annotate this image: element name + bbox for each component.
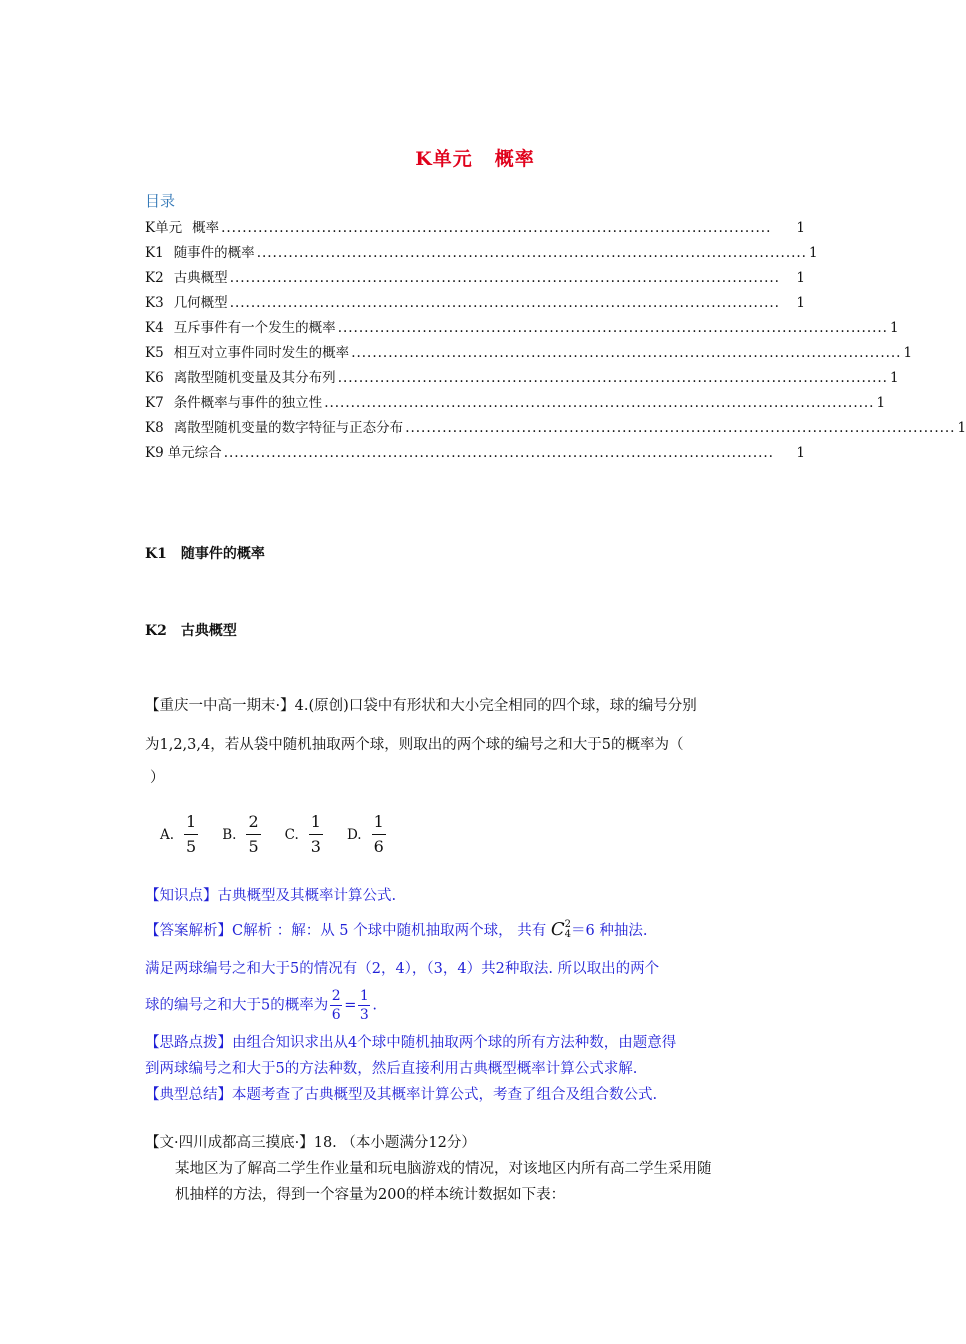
toc-page: 1: [796, 270, 805, 286]
toc-item[interactable]: K5 相互对立事件同时发生的概率 ........................................................................................................ 1: [145, 341, 805, 366]
toc-code: K8: [145, 420, 164, 436]
toc-label: 单元综合: [167, 445, 222, 461]
toc-page: 1: [957, 420, 966, 436]
toc-page: 1: [903, 345, 913, 361]
toc-page: 1: [889, 370, 899, 386]
answer-line2: 满足两球编号之和大于5的情况有（2，4），（3，4）共2种取法. 所以取出的两个: [145, 961, 660, 977]
toc-label: 相互对立事件同时发生的概率: [173, 345, 350, 361]
toc-label: 古典概型: [173, 270, 228, 286]
problem1-source: 【重庆一中高一期末·】: [145, 698, 295, 714]
choice-letter: C.: [284, 826, 299, 843]
choice-fraction: $\frac{1}{6}$: [373, 812, 384, 856]
choice-b[interactable]: [222, 812, 260, 857]
toc-item[interactable]: K4 互斥事件有一个发生的概率 ........................................................................................................ 1: [145, 316, 805, 341]
choice-letter: D.: [346, 826, 362, 843]
toc-label: 离散型随机变量及其分布列: [173, 370, 336, 386]
toc-item[interactable]: K1 随事件的概率 ........................................................................................................ 1: [145, 241, 805, 266]
problem1-stem-line3: ）: [150, 770, 165, 786]
hint-line1: 【思路点拨】由组合知识求出从4个球中随机抽取两个球的所有方法种数，由题意得: [145, 1035, 677, 1051]
toc-item[interactable]: K8 离散型随机变量的数字特征与正态分布 ........................................................................................................ 1: [145, 416, 805, 441]
toc-item[interactable]: K7 条件概率与事件的独立性 ........................................................................................................ 1: [145, 391, 805, 416]
answer-line1: 【答案解析】C解析 ：解：从 5 个球中随机抽取两个球， 共有 C 2 4 ＝6 种抽法.: [145, 919, 648, 940]
choice-d[interactable]: [347, 812, 386, 857]
toc-label: 随事件的概率: [173, 245, 255, 261]
toc-code: K9: [145, 445, 164, 461]
toc-page: 1: [796, 220, 805, 236]
hint-tag: 【思路点拨】: [145, 1035, 232, 1051]
title-part1: K单元: [415, 148, 473, 170]
toc-item[interactable]: K单元 概率 ........................................................................................................ 1: [145, 216, 805, 241]
table-of-contents: [145, 216, 966, 466]
toc-page: 1: [808, 245, 818, 261]
toc-page: 1: [889, 320, 899, 336]
problem2-body-line2: 机抽样的方法，得到一个容量为200的样本统计数据如下表：: [175, 1187, 566, 1203]
answer-line3: 球的编号之和大于5的概率为 $\frac{2}{6}$ = $\frac{1}{3}$ .: [145, 988, 377, 1023]
summary-line: 【典型总结】本题考查了古典概型及其概率计算公式，考查了组合及组合数公式.: [145, 1087, 658, 1103]
title-part2: 概率: [494, 148, 535, 170]
toc-label: 互斥事件有一个发生的概率: [173, 320, 336, 336]
choice-c[interactable]: [285, 812, 323, 857]
choice-fraction: $\frac{2}{5}$: [248, 812, 259, 856]
toc-code: K7: [145, 395, 164, 411]
knowledge-tag: 【知识点】: [145, 888, 218, 904]
toc-code: K2: [145, 270, 164, 286]
choice-fraction: $\frac{1}{5}$: [186, 812, 197, 856]
document-title: [0, 144, 950, 171]
toc-code: K3: [145, 295, 164, 311]
section-heading-k2: [145, 620, 237, 640]
toc-item[interactable]: K6 离散型随机变量及其分布列 ........................................................................................................ 1: [145, 366, 805, 391]
problem2-source: 【文·四川成都高三摸底·】: [145, 1135, 314, 1151]
toc-label: 离散型随机变量的数字特征与正态分布: [173, 420, 404, 436]
section-code: K2: [145, 623, 167, 639]
knowledge-point: 【知识点】古典概型及其概率计算公式.: [145, 888, 397, 904]
section-heading-k1: [145, 543, 265, 563]
toc-code: K5: [145, 345, 164, 361]
toc-code: K4: [145, 320, 164, 336]
combination-formula: C 2 4: [550, 919, 572, 940]
toc-code: K6: [145, 370, 164, 386]
choice-fraction: $\frac{1}{3}$: [310, 812, 321, 856]
answer-fraction: $\frac{2}{6}$: [331, 988, 341, 1023]
choice-a[interactable]: [160, 812, 198, 857]
answer-fraction: $\frac{1}{3}$: [359, 988, 369, 1023]
hint-line2: 到两球编号之和大于5的方法种数，然后直接利用古典概型概率计算公式求解.: [145, 1061, 638, 1077]
toc-label: 条件概率与事件的独立性: [173, 395, 323, 411]
toc-label: 概率: [192, 220, 220, 236]
choice-letter: B.: [222, 826, 237, 843]
section-label: 古典概型: [180, 623, 237, 639]
toc-page: 1: [876, 395, 886, 411]
problem2-body-line1: 某地区为了解高二学生作业量和玩电脑游戏的情况，对该地区内所有高二学生采用随: [175, 1161, 712, 1177]
toc-code: K单元: [145, 220, 183, 236]
toc-item[interactable]: K9 单元综合 ........................................................................................................ 1: [145, 441, 805, 466]
choice-letter: A.: [160, 826, 175, 843]
answer-tag: 【答案解析】: [145, 923, 232, 939]
section-code: K1: [145, 546, 167, 562]
toc-code: K1: [145, 245, 164, 261]
problem2-header: 【文·四川成都高三摸底·】18. （本小题满分12分）: [145, 1135, 476, 1151]
toc-item[interactable]: K3 几何概型 ........................................................................................................ 1: [145, 291, 805, 316]
answer-choices: [160, 812, 410, 857]
problem1-stem-line1: 【重庆一中高一期末·】4.(原创)口袋中有形状和大小完全相同的四个球，球的编号分别: [145, 698, 697, 714]
toc-label: 几何概型: [173, 295, 228, 311]
toc-item[interactable]: K2 古典概型 ........................................................................................................ 1: [145, 266, 805, 291]
section-label: 随事件的概率: [180, 546, 265, 562]
summary-tag: 【典型总结】: [145, 1087, 232, 1103]
problem1-stem-line2: 为1,2,3,4，若从袋中随机抽取两个球，则取出的两个球的编号之和大于5的概率为（: [145, 737, 684, 753]
toc-page: 1: [796, 445, 805, 461]
toc-heading: 目录: [145, 192, 176, 210]
toc-page: 1: [796, 295, 805, 311]
